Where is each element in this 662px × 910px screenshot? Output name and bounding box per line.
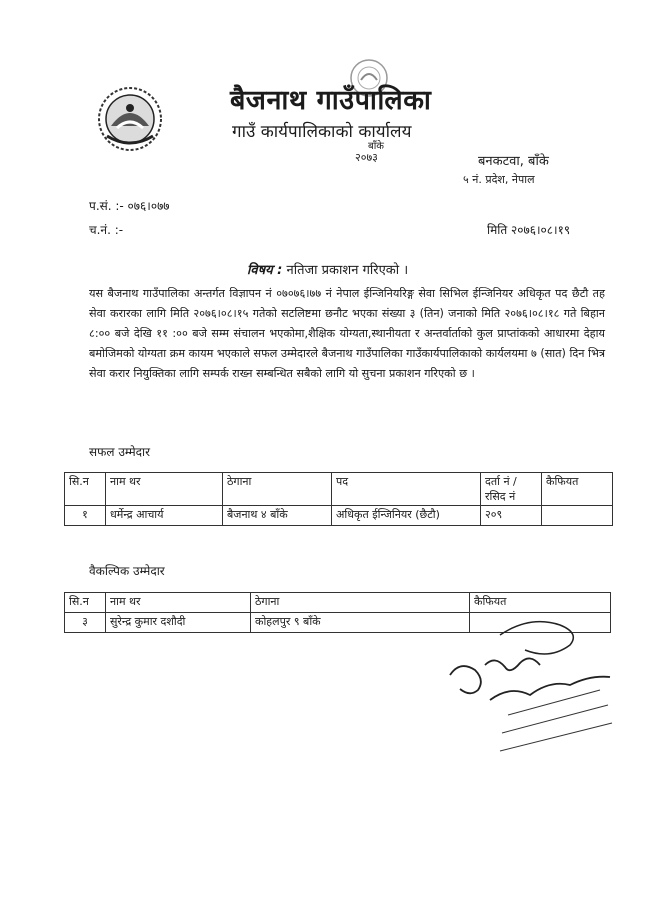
table-cell: ३ [65,613,106,633]
col-header: पद [332,473,481,506]
address-line-1: बनकटवा, बाँके [478,154,549,169]
table-cell: सुरेन्द्र कुमार दशौदी [106,613,251,633]
table-cell: अधिकृत ईन्जिनियर (छैटौ) [332,506,481,526]
office-subtitle: गाउँ कार्यपालिकाको कार्यालय [232,122,412,142]
col-header: ठेगाना [251,593,470,613]
col-header: नाम थर [106,593,251,613]
address-line-2: ५ नं. प्रदेश, नेपाल [463,173,535,186]
subject-label: विषय : [247,263,283,278]
table-header-row [65,473,613,506]
col-header: सि.न [65,473,106,506]
dispatch-number: च.नं. :- [89,223,124,237]
reference-number: प.सं. :- ०७६।०७७ [89,199,170,213]
alternate-heading: वैकल्पिक उम्मेदार [89,564,165,578]
col-header: कैफियत [542,473,613,506]
office-title: बैजनाथ गाउँपालिका [230,85,432,116]
col-header: नाम थर [106,473,223,506]
table-cell [542,506,613,526]
seal-year: २०७३ [355,151,378,164]
letter-date: मिति २०७६।०८।१९ [487,223,571,237]
col-header: सि.न [65,593,106,613]
successful-candidates-table [64,472,613,526]
table-cell: कोहलपुर ९ बाँके [251,613,470,633]
col-header: ठेगाना [223,473,332,506]
table-cell: बैजनाथ ४ बाँके [223,506,332,526]
successful-heading: सफल उम्मेदार [89,445,151,459]
nepal-emblem-icon [97,86,163,152]
table-cell: १ [65,506,106,526]
col-header: दर्ता नं / रसिद नं [481,473,542,506]
body-paragraph: यस बैजनाथ गाउँपालिका अन्तर्गत विज्ञापन नं ०७०७६।७७ नं नेपाल ईन्जिनियरिङ्ग सेवा सिभिल ईन्जिनियर अधिकृत पद छैटौ तह सेवा करारका लागि मिति २०७६।०८।१५ गतेको सटलिष्टमा छनौट भएका संख्या ३ (तिन) जनाको मिति २०७६।०८।१८ गते बिहान ८:०० बजे देखि ११ :०० बजे सम्म संचालन भएकोमा,शैक्षिक योग्यता,स्थानीयता र अन्तर्वार्ताको कुल प्राप्तांकको आधारमा देहाय बमोजिमको योग्यता क्रम कायम भएकाले सफल उम्मेदारले बैजनाथ गाउँपालिका गाउँकार्यपालिकाको कार्यलयमा ७ (सात) दिन भित्र सेवा करार नियुक्तिका लागि सम्पर्क राख्न सम्बन्धित सबैको लागि यो सुचना प्रकाशन गरिएको छ । [89,287,605,380]
table-cell: धर्मेन्द्र आचार्य [106,506,223,526]
signature-icon [430,605,620,755]
table-cell: २०९ [481,506,542,526]
subject-text: नतिजा प्रकाशन गरिएको । [286,263,409,278]
subject-line [247,260,408,278]
seal-text: बाँके [368,141,384,152]
col-header: कैफियत [470,593,611,613]
table-row [65,506,613,526]
